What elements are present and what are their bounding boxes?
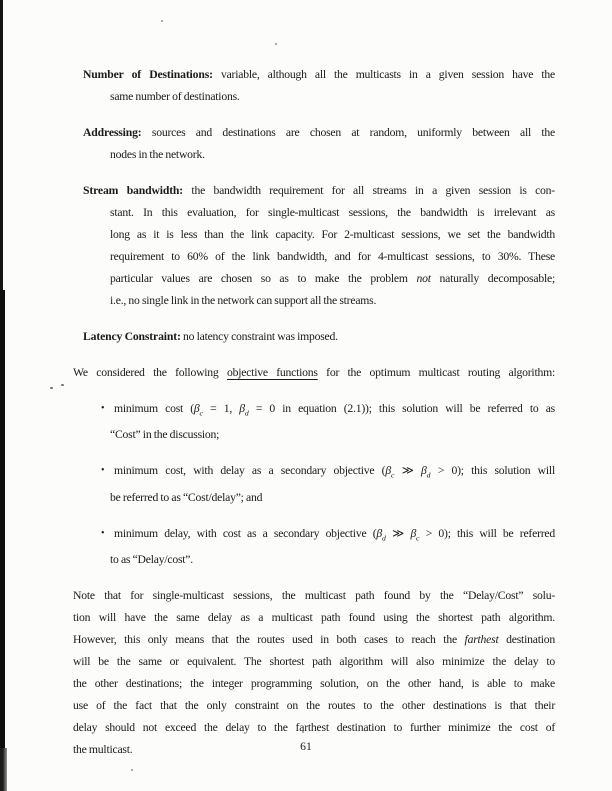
text-segment: particular values are chosen so as to make the problem <box>110 272 417 285</box>
scan-edge-strip-lower <box>0 290 5 750</box>
text-line <box>73 202 555 224</box>
text-line <box>73 523 555 549</box>
text-segment: We considered the following <box>73 366 227 379</box>
text-segment: will be the same or equivalent. The shortest path algorithm will also minimize the delay to <box>73 654 555 668</box>
text-line <box>73 246 555 268</box>
text-segment: naturally decomposable; <box>430 272 556 285</box>
text-segment: c <box>390 470 395 480</box>
bullet-marker-icon: • <box>101 527 105 539</box>
text-segment: However, this only means that the routes used in both cases to reach the <box>73 632 465 646</box>
text-segment: > 0); this will be referred <box>419 526 555 540</box>
text-segment: minimum cost, with delay as a secondary objective ( <box>114 464 386 478</box>
text-segment: the multicast. <box>73 742 133 756</box>
text-segment: the other destinations; the integer programming solution, on the other hand, is able to make <box>73 676 555 690</box>
description-item <box>73 122 555 166</box>
page-text <box>73 64 555 761</box>
text-segment: minimum delay, with cost as a secondary objective ( <box>114 526 377 540</box>
paragraph <box>73 585 555 761</box>
text-line <box>73 180 555 202</box>
text-line <box>73 122 555 144</box>
bullet-item <box>73 523 555 571</box>
text-line <box>73 549 555 571</box>
pencil-mark <box>50 387 53 389</box>
text-line <box>73 398 555 424</box>
text-segment: Latency Constraint: <box>83 330 181 343</box>
text-segment: ≫ <box>394 464 422 478</box>
text-segment: sources and destinations are chosen at random, uniformly between all the <box>141 126 555 139</box>
description-item <box>73 64 555 108</box>
text-segment: Number of Destinations: <box>83 68 213 81</box>
text-line <box>73 64 555 86</box>
text-segment: c <box>199 408 203 418</box>
text-segment: β <box>193 402 200 415</box>
text-segment: destination <box>498 632 556 646</box>
text-segment: the bandwidth requirement for all streams in a given session is con- <box>183 184 555 197</box>
text-segment: for the optimum multicast routing algorithm: <box>317 366 555 379</box>
text-segment: no latency constraint was imposed. <box>180 330 338 343</box>
text-segment: > 0); this solution will <box>430 464 555 478</box>
scan-speck <box>161 20 163 22</box>
text-segment: d <box>244 408 249 418</box>
text-line <box>73 144 555 166</box>
text-line <box>73 585 555 607</box>
text-segment: “Cost” in the discussion; <box>110 428 220 442</box>
text-segment: not <box>416 272 431 285</box>
text-line <box>73 224 555 246</box>
text-segment: requirement to 60% of the link bandwidth, and for 4-multicast sessions, to 30%. These <box>110 250 555 263</box>
text-segment: same number of destinations. <box>110 90 240 103</box>
text-segment: = 0 in equation (2.1)); this solution will be referred to as <box>248 402 555 415</box>
page-number: 61 <box>300 740 312 753</box>
text-segment: ≫ <box>385 526 411 540</box>
text-segment: β <box>376 526 382 540</box>
text-segment: β <box>385 464 391 478</box>
text-segment: variable, although all the multicasts in a given session have the <box>212 68 555 81</box>
text-segment: be referred to as “Cost/delay”; and <box>110 490 263 504</box>
scan-speck <box>131 769 133 771</box>
text-line <box>73 629 555 651</box>
text-segment: c <box>416 532 420 542</box>
text-segment: to as “Delay/cost”. <box>110 552 193 566</box>
text-segment: β <box>410 526 417 540</box>
description-item <box>73 326 555 348</box>
text-line <box>73 651 555 673</box>
text-segment: Addressing: <box>83 126 142 139</box>
text-segment: minimum cost ( <box>114 402 194 415</box>
text-line <box>73 268 555 290</box>
text-segment: β <box>239 402 245 415</box>
bullet-marker-icon: • <box>101 465 105 477</box>
text-segment: stant. In this evaluation, for single-multicast sessions, the bandwidth is irrelevant as <box>110 206 555 219</box>
text-segment: nodes in the network. <box>110 148 205 161</box>
bullet-marker-icon: • <box>101 403 105 414</box>
text-segment: d <box>381 532 386 542</box>
text-segment: d <box>426 470 431 480</box>
text-segment: tion will have the same delay as a multicast path found using the shortest path algorithm. <box>73 610 555 624</box>
text-segment: Note that for single-multicast sessions, the multicast path found by the “Delay/Cost” solu- <box>73 588 555 602</box>
text-segment: farthest <box>464 632 499 646</box>
text-line <box>73 362 555 384</box>
bullet-item <box>73 460 555 508</box>
paragraph <box>73 362 555 384</box>
text-segment: use of the fact that the only constraint on the routes to the other destinations is that their <box>73 698 555 712</box>
text-line <box>73 424 555 446</box>
text-segment: delay should not exceed the delay to the farthest destination to further minimize the cost of <box>73 720 555 734</box>
text-segment: = 1, <box>202 402 240 415</box>
text-segment: β <box>421 464 427 478</box>
text-line <box>73 607 555 629</box>
pencil-mark <box>61 384 64 386</box>
text-segment: i.e., no single link in the network can support all the streams. <box>110 294 377 307</box>
text-segment: Stream bandwidth: <box>83 184 184 197</box>
text-line <box>73 326 555 348</box>
bullet-item <box>73 398 555 446</box>
description-item <box>73 180 555 312</box>
scan-speck <box>275 43 277 45</box>
text-line <box>73 487 555 509</box>
text-segment: objective functions <box>226 366 318 379</box>
text-line <box>73 290 555 312</box>
text-line <box>73 695 555 717</box>
text-line <box>73 673 555 695</box>
text-segment: long as it is less than the link capacity. For 2-multicast sessions, we set the bandwidth <box>110 228 555 241</box>
text-line <box>73 460 555 486</box>
text-line <box>73 86 555 108</box>
